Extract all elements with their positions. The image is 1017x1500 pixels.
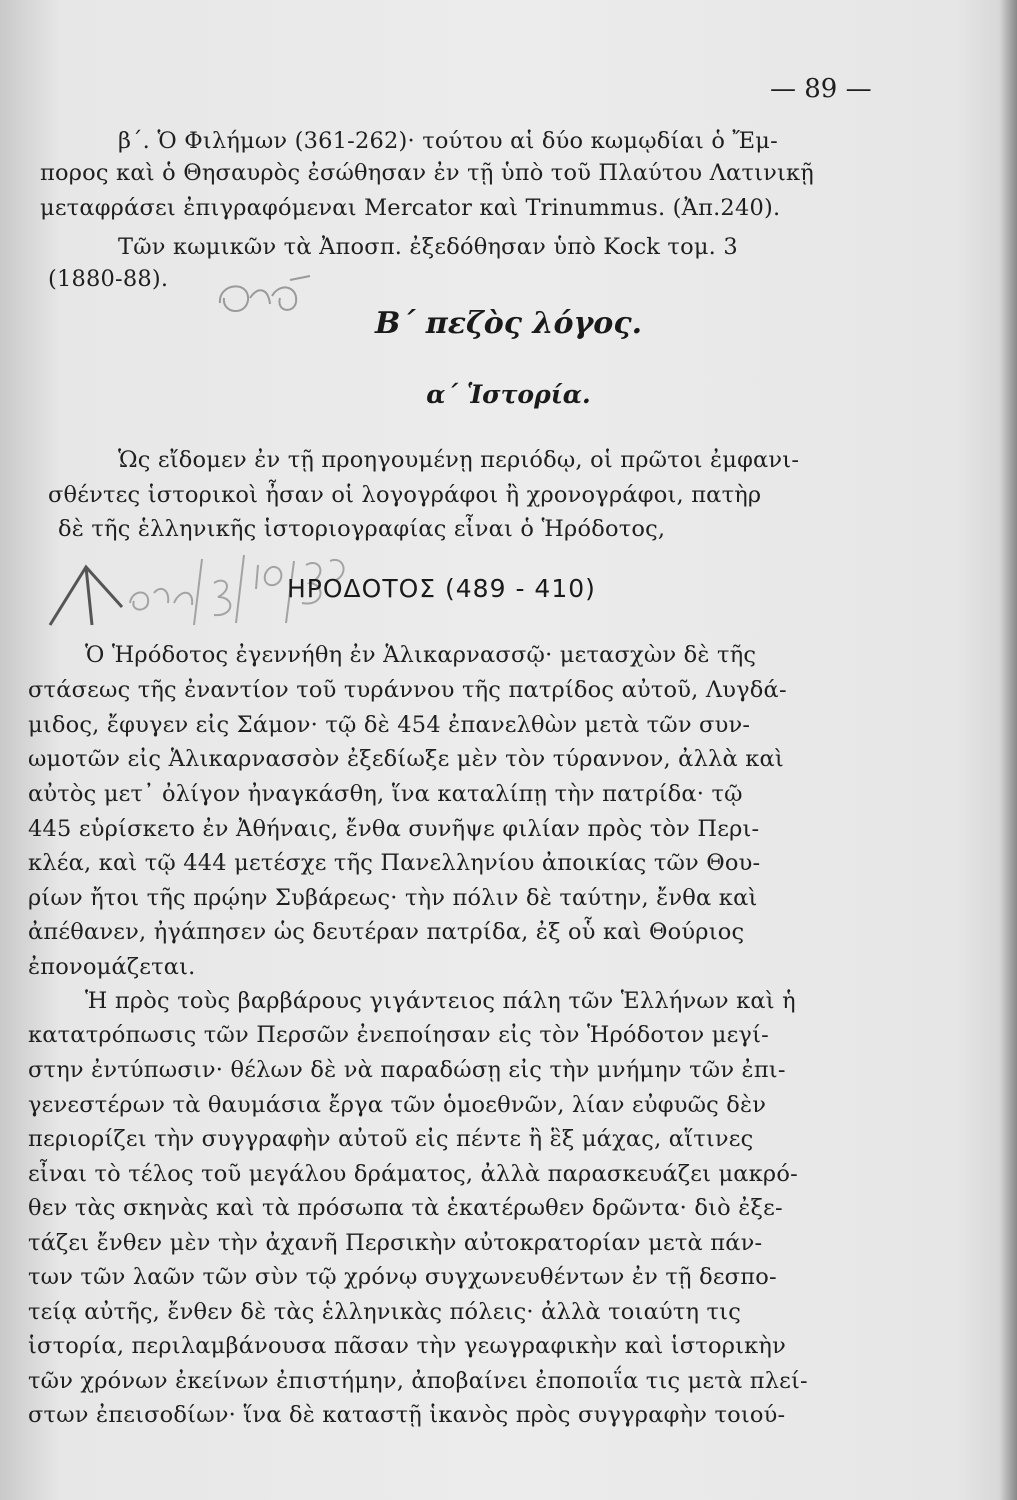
herodotus-line: γενεστέρων τὰ θαυμάσια ἔργα τῶν ὁμοεθνῶν, λίαν εὐφυῶς δὲν	[28, 1092, 767, 1118]
section-heading: Β΄ πεζὸς λόγος.	[374, 306, 643, 341]
herodotus-line: περιορίζει τὴν συγγραφὴν αὐτοῦ εἰς πέντε ἢ ἓξ μάχας, αἵτινες	[28, 1126, 754, 1152]
herodotus-line: ωμοτῶν εἰς Ἁλικαρνασσὸν ἐξεδίωξε μὲν τὸν τύραννον, ἀλλὰ καὶ	[28, 746, 784, 772]
history-line: δὲ τῆς ἑλληνικῆς ἱστοριογραφίας εἶναι ὁ Ἡρόδοτος,	[58, 516, 666, 542]
herodotus-line: μιδος, ἔφυγεν εἰς Σάμον· τῷ δὲ 454 ἐπανελθὼν μετὰ τῶν συν-	[28, 712, 751, 738]
herodotus-line: ρίων ἤτοι τῆς πρῴην Συβάρεως· τὴν πόλιν δὲ ταύτην, ἔνθα καὶ	[28, 885, 758, 911]
herodotus-line: τῶν χρόνων ἐκείνων ἐπιστήμην, ἀποβαίνει ἐποποιΐα τις μετὰ πλεί-	[28, 1368, 808, 1394]
herodotus-line: στην ἐντύπωσιν· θέλων δὲ νὰ παραδώσῃ εἰς τὴν μνήμην τῶν ἐπι-	[28, 1057, 786, 1083]
herodotus-line: στάσεως τῆς ἐναντίον τοῦ τυράννου τῆς πατρίδος αὐτοῦ, Λυγδά-	[28, 677, 787, 703]
page-number: — 89 —	[770, 74, 872, 104]
intro-line: Τῶν κωμικῶν τὰ Ἀποσπ. ἐξεδόθησαν ὑπὸ Kock τομ. 3	[118, 234, 738, 260]
herodotus-line: τάζει ἔνθεν μὲν τὴν ἀχανῆ Περσικὴν αὐτοκρατορίαν μετὰ πάν-	[28, 1230, 763, 1256]
herodotus-line: κατατρόπωσις τῶν Περσῶν ἐνεποίησαν εἰς τὸν Ἡρόδοτον μεγί-	[28, 1022, 769, 1048]
herodotus-line: αὐτὸς μετ᾽ ὀλίγον ἠναγκάσθη, ἵνα καταλίπῃ τὴν πατρίδα· τῷ	[28, 781, 743, 807]
herodotus-line: εἶναι τὸ τέλος τοῦ μεγάλου δράματος, ἀλλὰ παρασκευάζει μακρό-	[28, 1161, 798, 1187]
herodotus-line: των τῶν λαῶν τῶν σὺν τῷ χρόνῳ συγχωνευθέντων ἐν τῇ δεσπο-	[28, 1264, 777, 1290]
herodotus-line: θεν τὰς σκηνὰς καὶ τὰ πρόσωπα τὰ ἑκατέρωθεν δρῶντα· διὸ ἐξε-	[28, 1195, 783, 1221]
herodotus-line: στων ἐπεισοδίων· ἵνα δὲ καταστῇ ἱκανὸς πρὸς συγγραφὴν τοιού-	[28, 1402, 786, 1428]
herodotus-heading: ΗΡΟΔΟΤΟΣ (489 - 410)	[287, 574, 596, 603]
herodotus-line: Ὁ Ἡρόδοτος ἐγεννήθη ἐν Ἁλικαρνασσῷ· μετασχὼν δὲ τῆς	[85, 642, 757, 668]
herodotus-line: κλέα, καὶ τῷ 444 μετέσχε τῆς Πανελληνίου ἀποικίας τῶν Θου-	[28, 850, 761, 876]
history-line: σθέντες ἱστορικοὶ ἦσαν οἱ λογογράφοι ἢ χρονογράφοι, πατὴρ	[48, 482, 762, 508]
intro-line: μεταφράσει ἐπιγραφόμεναι Mercator καὶ Trinummus. (Ἀπ.240).	[40, 195, 781, 221]
herodotus-line: Ἡ πρὸς τοὺς βαρβάρους γιγάντειος πάλη τῶν Ἑλλήνων καὶ ἡ	[85, 988, 796, 1014]
herodotus-line: ἀπέθανεν, ἠγάπησεν ὡς δευτέραν πατρίδα, ἐξ οὗ καὶ Θούριος	[28, 919, 745, 945]
subsection-heading: α΄ Ἱστορία.	[426, 380, 591, 409]
herodotus-line: τείᾳ αὐτῆς, ἔνθεν δὲ τὰς ἑλληνικὰς πόλεις· ἀλλὰ τοιαύτη τις	[28, 1299, 741, 1325]
intro-line: πορος καὶ ὁ Θησαυρὸς ἐσώθησαν ἐν τῇ ὑπὸ τοῦ Πλαύτου Λατινικῇ	[40, 160, 814, 186]
history-line: Ὡς εἴδομεν ἐν τῇ προηγουμένῃ περιόδῳ, οἱ πρῶτοι ἐμφανι-	[118, 447, 800, 473]
herodotus-line: ἐπονομάζεται.	[28, 954, 196, 980]
herodotus-line: 445 εὑρίσκετο ἐν Ἀθήναις, ἔνθα συνῆψε φιλίαν πρὸς τὸν Περι-	[28, 816, 760, 842]
intro-line: (1880-88).	[48, 266, 169, 292]
intro-line: β΄. Ὁ Φιλήμων (361-262)· τούτου αἱ δύο κωμῳδίαι ὁ Ἔμ-	[118, 128, 778, 154]
herodotus-line: ἱστορία, περιλαμβάνουσα πᾶσαν τὴν γεωγραφικὴν καὶ ἱστορικὴν	[28, 1333, 786, 1359]
